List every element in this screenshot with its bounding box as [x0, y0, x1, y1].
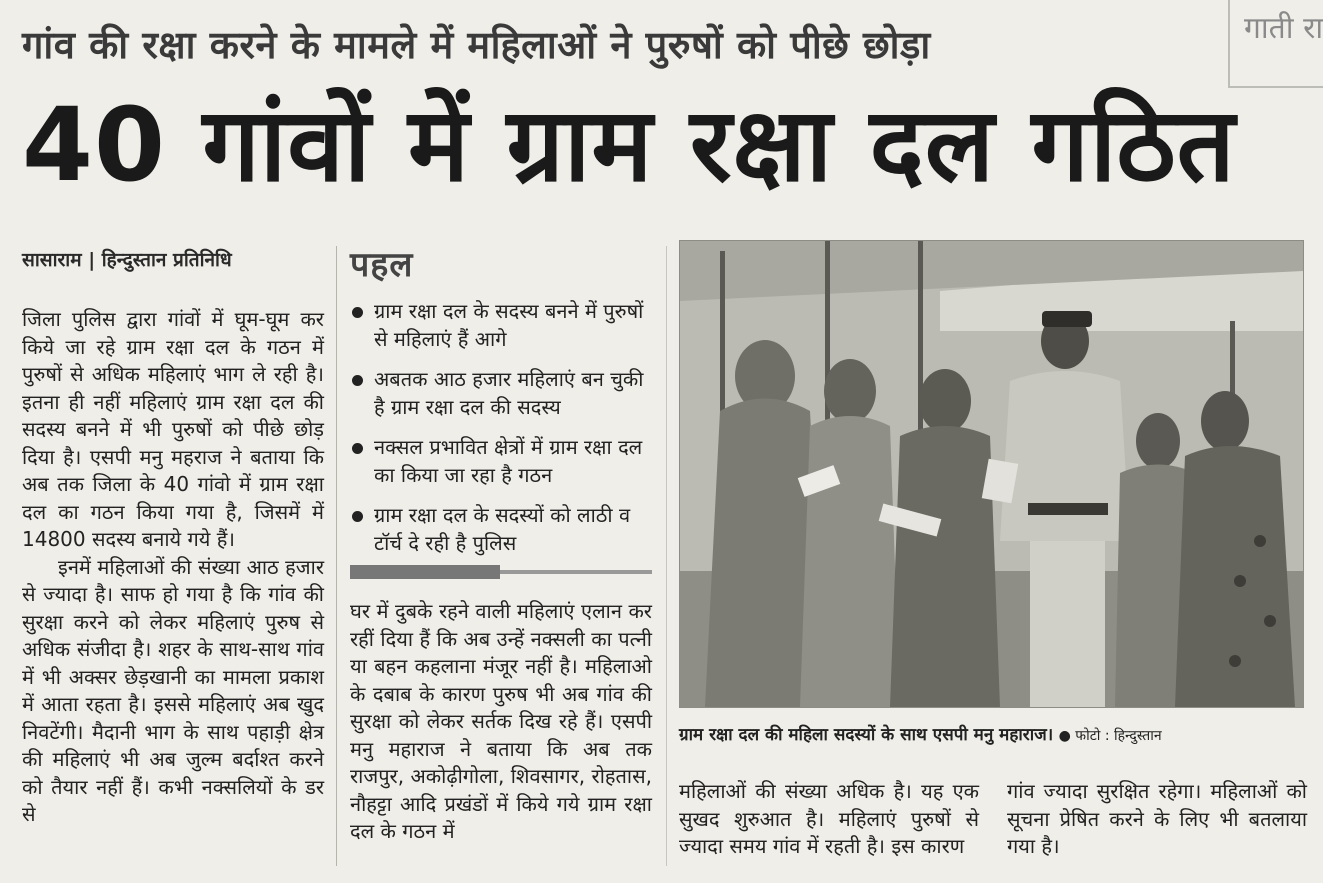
main-headline: 40 गांवों में ग्राम रक्षा दल गठित	[22, 86, 1236, 205]
column-divider	[336, 246, 337, 866]
photo-illustration	[680, 241, 1303, 707]
photo-caption	[679, 722, 1302, 745]
bullet-icon	[352, 443, 363, 454]
paragraph: जिला पुलिस द्वारा गांवों में घूम-घूम कर किये जा रहे ग्राम रक्षा दल के गठन में पुरुषों से अधिक महिलाएं भाग ले रही है। इतना ही नहीं महिलाएं ग्राम रक्षा दल की सदस्य बनने में भी पुरुषों को पीछे छोड़ दिया है। एसपी मनु महराज ने बताया कि अब तक जिला के 40 गांवो में ग्राम रक्षा दल का गठन किया गया है, जिसमें में 14800 सदस्य बनाये गये हैं।	[22, 307, 324, 551]
paragraph: घर में दुबके रहने वाली महिलाएं एलान कर रहीं दिया हैं कि अब उन्हें नक्सली का पत्नी या बहन कहलाना मंजूर नहीं है। महिलाओ के दबाब के कारण पुरुष भी अब गांव की सुरक्षा को लेकर सर्तक दिख रहे हैं। एसपी मनु महाराज ने बताया कि अब तक राजपुर, अकोढ़ीगोला, शिवसागर, रोहतास, नौहट्टा आदि प्रखंडों में किये गये ग्राम रक्षा दल के गठन में	[350, 599, 652, 843]
body-column-2	[350, 598, 652, 846]
paragraph: इनमें महिलाओं की संख्या आठ हजार से ज्यादा है। साफ हो गया है कि गांव की सुरक्षा करने को लेकर महिलाएं पुरुष से अधिक संजीदा है। शहर के साथ-साथ गांव में भी अक्सर छेड़खानी का मामला प्रकाश में आता रहता है। इससे महिलाएं अब खुद निवटेंगी। मैदानी भाग के साथ पहाड़ी क्षेत्र की महिलाएं भी अब जुल्म बर्दाश्त करने को तैयार नहीं हैं। कभी नक्सलियों के डर से	[22, 554, 324, 826]
bullet-icon	[352, 375, 363, 386]
column-divider	[666, 246, 667, 866]
body-column-3	[679, 778, 979, 861]
paragraph: गांव ज्यादा सुरक्षित रहेगा। महिलाओं को सूचना प्रेषित करने के लिए भी बतलाया गया है।	[1007, 779, 1307, 858]
paragraph: महिलाओं की संख्या अधिक है। यह एक सुखद शुरुआत है। महिलाएं पुरुषों से ज्यादा समय गांव में रहती है। इस कारण	[679, 779, 979, 858]
bullet-icon	[352, 511, 363, 522]
photo-credit: ● फोटो : हिन्दुस्तान	[1058, 728, 1162, 744]
kicker-headline: गांव की रक्षा करने के मामले में महिलाओं ने पुरुषों को पीछे छोड़ा	[22, 23, 931, 67]
news-photo	[679, 240, 1304, 708]
list-item: ग्राम रक्षा दल के सदस्य बनने में पुरुषों से महिलाएं हैं आगे	[350, 298, 652, 353]
byline: सासाराम | हिन्दुस्तान प्रतिनिधि	[22, 249, 232, 271]
list-item: नक्सल प्रभावित क्षेत्रों में ग्राम रक्षा दल का किया जा रहा है गठन	[350, 434, 652, 489]
adjacent-article-fragment: गाती रा	[1228, 0, 1323, 88]
sidebar-bullet-list	[350, 298, 652, 570]
caption-text: ग्राम रक्षा दल की महिला सदस्यों के साथ एसपी मनु महाराज।	[679, 725, 1054, 745]
list-item: ग्राम रक्षा दल के सदस्यों को लाठी व टॉर्च दे रही है पुलिस	[350, 502, 652, 557]
section-divider-bar	[350, 565, 500, 579]
section-divider-line	[500, 570, 652, 574]
bullet-icon	[352, 307, 363, 318]
list-item: अबतक आठ हजार महिलाएं बन चुकी है ग्राम रक्षा दल की सदस्य	[350, 366, 652, 421]
body-column-1	[22, 306, 324, 829]
body-column-4	[1007, 778, 1307, 861]
sidebar-title: पहल	[350, 245, 414, 285]
